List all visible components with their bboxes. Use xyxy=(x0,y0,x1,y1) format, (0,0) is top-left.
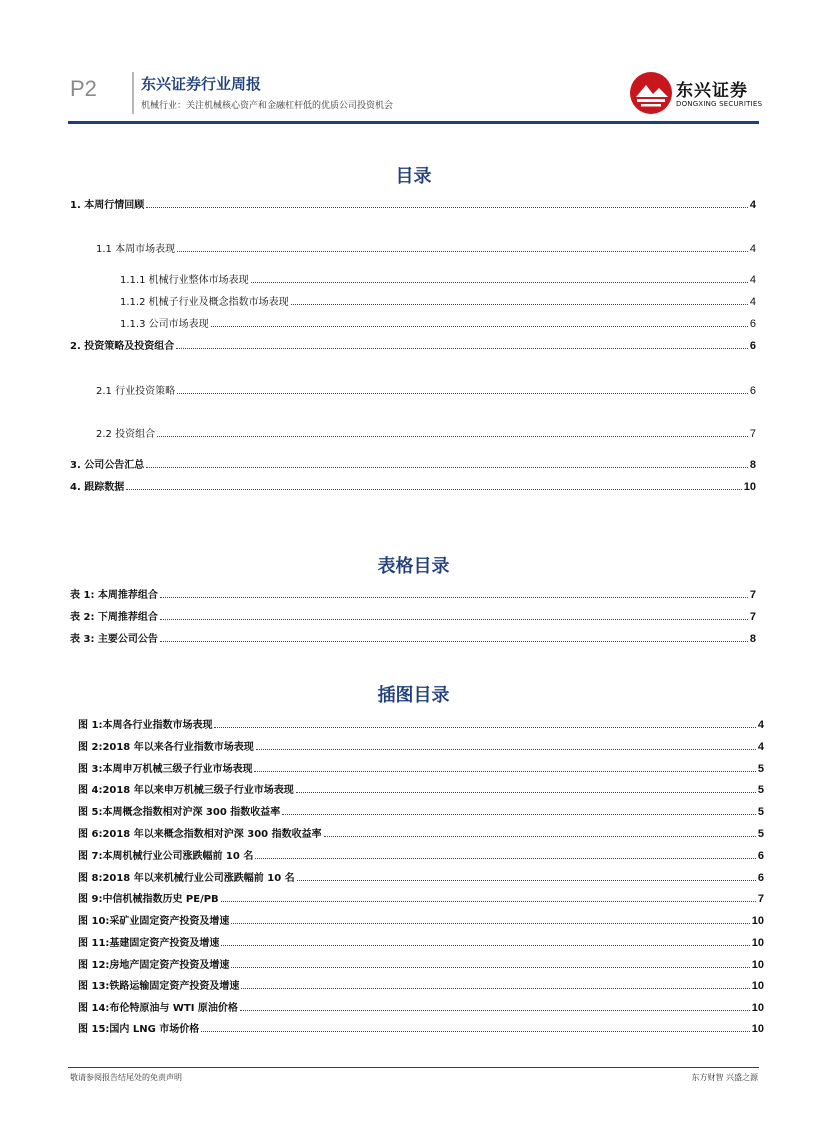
page-number: P2 xyxy=(70,76,97,101)
figure-toc-entry[interactable]: 图 5:本周概念指数相对沪深 300 指数收益率 5 xyxy=(78,806,764,818)
figure-toc-entry[interactable]: 图 9:中信机械指数历史 PE/PB 7 xyxy=(78,893,764,905)
toc-title: 目录 xyxy=(395,166,432,187)
header-divider xyxy=(132,72,134,114)
toc-entry[interactable]: 1.1.2 机械子行业及概念指数市场表现 4 xyxy=(120,296,756,308)
table-toc-entry[interactable]: 表 1: 本周推荐组合 7 xyxy=(70,589,756,601)
figure-toc-entry[interactable]: 图 2:2018 年以来各行业指数市场表现 4 xyxy=(78,741,764,753)
footer-rule xyxy=(68,1067,759,1068)
toc-entry[interactable]: 1.1.1 机械行业整体市场表现 4 xyxy=(120,274,756,286)
figure-toc-entry[interactable]: 图 11:基建固定资产投资及增速 10 xyxy=(78,937,764,949)
figure-toc-entry[interactable]: 图 15:国内 LNG 市场价格 10 xyxy=(78,1023,764,1035)
table-toc-entry[interactable]: 表 3: 主要公司公告 8 xyxy=(70,633,756,645)
toc-entry[interactable]: 2.2 投资组合 7 xyxy=(96,428,756,440)
figure-toc-entry[interactable]: 图 7:本周机械行业公司涨跌幅前 10 名 6 xyxy=(78,850,764,862)
figures-toc-title: 插图目录 xyxy=(377,685,450,706)
dongxing-logo-icon xyxy=(628,70,674,116)
toc-entry[interactable]: 2.1 行业投资策略 6 xyxy=(96,385,756,397)
report-subtitle: 机械行业：关注机械核心资产和金融杠杆低的优质公司投资机会 xyxy=(141,101,394,111)
figure-toc-entry[interactable]: 图 10:采矿业固定资产投资及增速 10 xyxy=(78,915,764,927)
figure-toc-entry[interactable]: 图 12:房地产固定资产投资及增速 10 xyxy=(78,959,764,971)
figure-toc-entry[interactable]: 图 4:2018 年以来申万机械三级子行业市场表现 5 xyxy=(78,784,764,796)
toc-entry[interactable]: 1.1.3 公司市场表现 6 xyxy=(120,318,756,330)
figure-toc-entry[interactable]: 图 6:2018 年以来概念指数相对沪深 300 指数收益率 5 xyxy=(78,828,764,840)
table-toc-entry[interactable]: 表 2: 下周推荐组合 7 xyxy=(70,611,756,623)
toc-entry[interactable]: 2. 投资策略及投资组合 6 xyxy=(70,340,756,352)
footer-disclaimer: 敬请参阅报告结尾处的免责声明 xyxy=(70,1073,182,1082)
header-rule xyxy=(68,121,759,124)
tables-toc-title: 表格目录 xyxy=(377,556,450,577)
figure-toc-entry[interactable]: 图 3:本周申万机械三级子行业市场表现 5 xyxy=(78,763,764,775)
figure-toc-entry[interactable]: 图 1:本周各行业指数市场表现 4 xyxy=(78,719,764,731)
footer-slogan: 东方财智 兴盛之源 xyxy=(691,1073,758,1082)
figure-toc-entry[interactable]: 图 14:布伦特原油与 WTI 原油价格 10 xyxy=(78,1002,764,1014)
logo-text: 东兴证券 xyxy=(676,81,748,101)
toc-entry[interactable]: 3. 公司公告汇总 8 xyxy=(70,459,756,471)
logo-english-text: DONGXING SECURITIES xyxy=(676,100,763,108)
figure-toc-entry[interactable]: 图 8:2018 年以来机械行业公司涨跌幅前 10 名 6 xyxy=(78,872,764,884)
toc-entry[interactable]: 1. 本周行情回顾 4 xyxy=(70,199,756,211)
report-title: 东兴证券行业周报 xyxy=(141,75,262,93)
toc-entry[interactable]: 1.1 本周市场表现 4 xyxy=(96,243,756,255)
figure-toc-entry[interactable]: 图 13:铁路运输固定资产投资及增速 10 xyxy=(78,980,764,992)
toc-entry[interactable]: 4. 跟踪数据 10 xyxy=(70,481,756,493)
